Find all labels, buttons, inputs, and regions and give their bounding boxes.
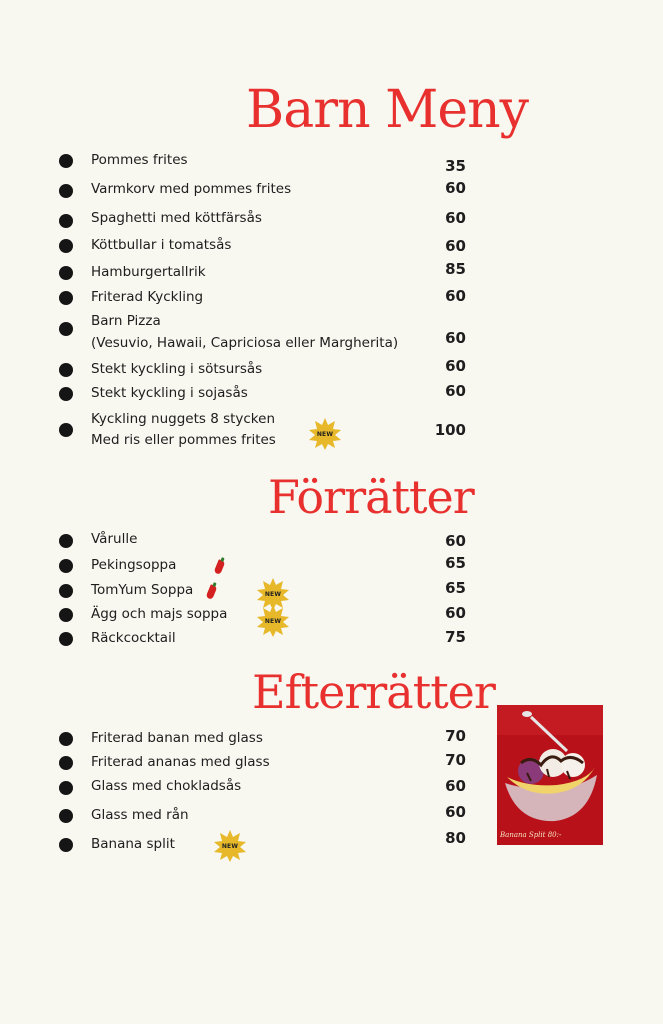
menu-item-price: 65 [445,579,466,597]
menu-item-name: Barn Pizza [91,313,161,329]
menu-item-note: (Vesuvio, Hawaii, Capriciosa eller Margherita) [91,335,399,351]
bullet-icon [59,838,73,852]
bullet-icon [59,423,73,437]
menu-item-price: 60 [445,237,466,255]
menu-item-name: TomYum Soppa [91,582,194,598]
bullet-icon [59,154,73,168]
photo-caption: Banana Split 80:- [500,831,562,839]
bullet-icon [59,291,73,305]
menu-item-name: Friterad banan med glass [91,730,263,746]
bullet-icon [59,584,73,598]
menu-item-price: 60 [445,604,466,622]
bullet-icon [59,608,73,622]
bullet-icon [59,387,73,401]
menu-item-price: 65 [445,554,466,572]
menu-item-name: Glass med rån [91,807,189,823]
banana-split-illustration [497,705,603,845]
menu-item-price: 60 [445,532,466,550]
bullet-icon [59,239,73,253]
menu-item-name: Pommes frites [91,152,188,168]
menu-item-name: Pekingsoppa [91,557,177,573]
menu-item-name: Hamburgertallrik [91,264,206,280]
badge-label: NEW [316,430,334,438]
menu-item-name: Ägg och majs soppa [91,606,228,622]
bullet-icon [59,534,73,548]
menu-item-name: Spaghetti med köttfärsås [91,210,262,226]
menu-item-price: 60 [445,357,466,375]
section-title-barn-meny: Barn Meny [246,80,528,140]
chili-icon [206,584,218,600]
section-title-efterratter: Efterrätter [252,665,495,719]
menu-item-price: 35 [445,157,466,175]
menu-item-price: 60 [445,179,466,197]
menu-item-price: 70 [445,751,466,769]
badge-label: NEW [264,590,282,598]
new-badge-icon [308,417,342,451]
menu-item-name: Varmkorv med pommes frites [91,181,292,197]
menu-item-price: 60 [445,287,466,305]
menu-item-name: Friterad ananas med glass [91,754,270,770]
menu-item-name: Banana split [91,836,175,852]
bullet-icon [59,214,73,228]
banana-split-photo [497,705,603,845]
section-title-forratter: Förrätter [268,470,474,524]
bullet-icon [59,322,73,336]
bullet-icon [59,559,73,573]
menu-item-name: Stekt kyckling i sötsursås [91,361,263,377]
menu-item-name: Köttbullar i tomatsås [91,237,232,253]
bullet-icon [59,266,73,280]
badge-label: NEW [264,617,282,625]
bullet-icon [59,781,73,795]
menu-item-name: Kyckling nuggets 8 stycken [91,411,276,427]
menu-item-price: 75 [445,628,466,646]
badge-label: NEW [221,842,239,850]
menu-item-name: Räckcocktail [91,630,176,646]
bullet-icon [59,363,73,377]
new-badge-icon [256,604,290,638]
chili-icon [214,559,226,575]
menu-item-note: Med ris eller pommes frites [91,432,276,448]
bullet-icon [59,632,73,646]
menu-item-price: 60 [445,329,466,347]
bullet-icon [59,184,73,198]
bullet-icon [59,732,73,746]
bullet-icon [59,756,73,770]
bullet-icon [59,809,73,823]
menu-item-name: Stekt kyckling i sojasås [91,385,248,401]
menu-item-price: 60 [445,209,466,227]
menu-item-name: Glass med chokladsås [91,778,242,794]
menu-item-name: Vårulle [91,531,138,547]
menu-item-price: 60 [445,803,466,821]
menu-item-price: 80 [445,829,466,847]
menu-item-price: 60 [445,382,466,400]
menu-item-price: 70 [445,727,466,745]
menu-item-name: Friterad Kyckling [91,289,204,305]
menu-item-price: 60 [445,777,466,795]
new-badge-icon [213,829,247,863]
menu-item-price: 85 [445,260,466,278]
menu-item-price: 100 [434,421,466,439]
